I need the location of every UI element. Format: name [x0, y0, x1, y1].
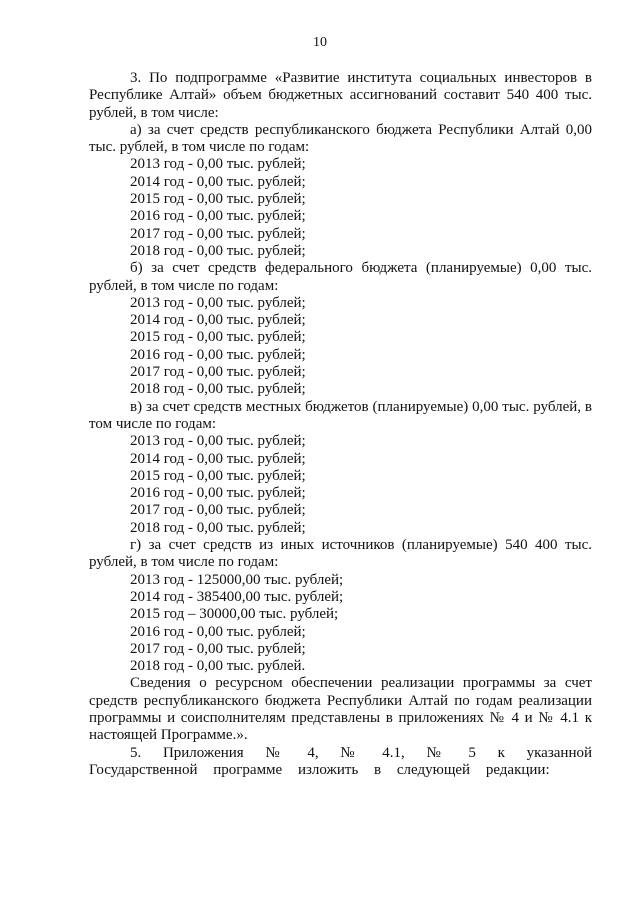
year-line: 2014 год - 0,00 тыс. рублей;: [130, 450, 306, 467]
year-line: 2018 год - 0,00 тыс. рублей;: [130, 381, 306, 398]
page-number: 10: [313, 35, 327, 50]
paragraph: 3. По подпрограмме «Развитие института социальных инвесторов в Республике Алтай» объем бюджетных ассигнований составит 540 400 тыс. рублей, в том числе:: [89, 70, 592, 121]
year-line: 2015 год - 0,00 тыс. рублей;: [130, 467, 306, 484]
year-line: 2013 год - 0,00 тыс. рублей;: [130, 294, 306, 311]
year-line: 2015 год - 0,00 тыс. рублей;: [130, 329, 306, 346]
paragraph: б) за счет средств федерального бюджета (планируемые) 0,00 тыс. рублей, в том числе по годам:: [89, 260, 592, 294]
paragraph: Сведения о ресурсном обеспечении реализации программы за счет средств республиканского бюджета Республики Алтай по годам реализации программы и соисполнителям представлены в приложениях № 4 и № 4.1 к настоящей Программе.».: [89, 675, 592, 744]
year-line: 2016 год - 0,00 тыс. рублей;: [130, 346, 306, 363]
paragraph: г) за счет средств из иных источников (планируемые) 540 400 тыс. рублей, в том числе по годам:: [89, 537, 592, 571]
year-line: 2014 год - 0,00 тыс. рублей;: [130, 312, 306, 329]
paragraph: а) за счет средств республиканского бюджета Республики Алтай 0,00 тыс. рублей, в том числе по годам:: [89, 121, 592, 156]
year-line: 2016 год - 0,00 тыс. рублей;: [130, 208, 306, 225]
year-line: 2013 год - 0,00 тыс. рублей;: [130, 433, 306, 450]
year-line: 2016 год - 0,00 тыс. рублей;: [130, 623, 306, 640]
year-line: 2013 год - 0,00 тыс. рублей;: [130, 156, 306, 173]
document-body: [89, 70, 592, 779]
paragraph: в) за счет средств местных бюджетов (планируемые) 0,00 тыс. рублей, в том числе по годам:: [89, 398, 592, 432]
year-line: 2017 год - 0,00 тыс. рублей;: [130, 225, 306, 242]
year-line: 2015 год – 30000,00 тыс. рублей;: [130, 606, 339, 623]
year-line: 2018 год - 0,00 тыс. рублей.: [130, 658, 306, 675]
year-line: 2017 год - 0,00 тыс. рублей;: [130, 640, 306, 657]
year-line: 2014 год - 0,00 тыс. рублей;: [130, 173, 306, 190]
year-line: 2013 год - 125000,00 тыс. рублей;: [130, 571, 344, 588]
year-line: 2017 год - 0,00 тыс. рублей;: [130, 364, 306, 381]
year-line: 2015 год - 0,00 тыс. рублей;: [130, 191, 306, 208]
paragraph: 5. Приложения № 4, № 4.1, № 5 к указанной Государственной программе изложить в следующей редакции:: [89, 744, 592, 778]
year-line: 2016 год - 0,00 тыс. рублей;: [130, 485, 306, 502]
year-line: 2017 год - 0,00 тыс. рублей;: [130, 502, 306, 519]
year-line: 2018 год - 0,00 тыс. рублей;: [130, 519, 306, 536]
year-line: 2014 год - 385400,00 тыс. рублей;: [130, 588, 344, 605]
year-line: 2018 год - 0,00 тыс. рублей;: [130, 242, 306, 259]
